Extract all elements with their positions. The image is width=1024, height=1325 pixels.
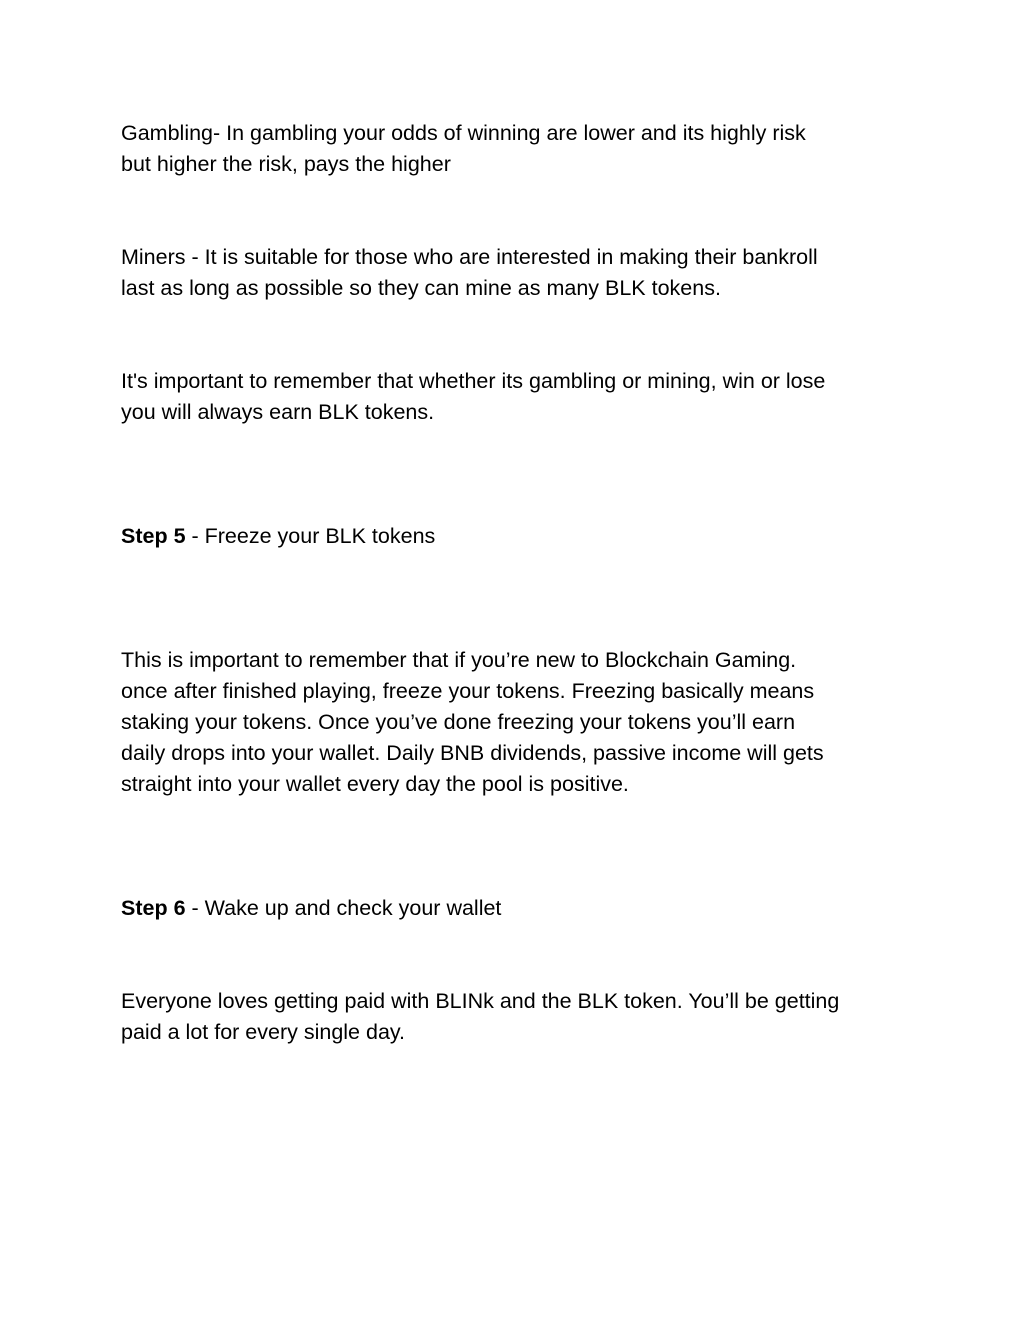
text-line: you will always earn BLK tokens. <box>121 400 435 424</box>
text-line: Miners - It is suitable for those who are interested in making their bankroll <box>121 245 818 269</box>
text-line: straight into your wallet every day the pool is positive. <box>121 772 629 796</box>
text-line: daily drops into your wallet. Daily BNB dividends, passive income will gets <box>121 741 824 765</box>
text-line: Everyone loves getting paid with BLINk and the BLK token. You’ll be getting <box>121 989 840 1013</box>
step-6-label: Step 6 <box>121 896 186 920</box>
freeze-paragraph <box>121 645 921 800</box>
important-paragraph <box>121 366 921 428</box>
gambling-paragraph <box>121 118 921 180</box>
step-heading-line <box>121 521 921 552</box>
text-line: last as long as possible so they can mine as many BLK tokens. <box>121 276 721 300</box>
text-line: but higher the risk, pays the higher <box>121 152 451 176</box>
text-line: This is important to remember that if you’re new to Blockchain Gaming. <box>121 648 797 672</box>
paid-paragraph <box>121 986 921 1048</box>
text-line: staking your tokens. Once you’ve done freezing your tokens you’ll earn <box>121 710 796 734</box>
step-5-label: Step 5 <box>121 524 186 548</box>
step-5-heading <box>121 521 921 552</box>
text-line: Gambling- In gambling your odds of winning are lower and its highly risk <box>121 121 806 145</box>
step-heading-line <box>121 893 921 924</box>
text-line: It's important to remember that whether its gambling or mining, win or lose <box>121 369 826 393</box>
text-line: once after finished playing, freeze your tokens. Freezing basically means <box>121 679 815 703</box>
miners-paragraph <box>121 242 921 304</box>
step-5-text: - Freeze your BLK tokens <box>185 524 436 548</box>
step-6-heading <box>121 893 921 924</box>
step-6-text: - Wake up and check your wallet <box>185 896 502 920</box>
text-line: paid a lot for every single day. <box>121 1020 406 1044</box>
